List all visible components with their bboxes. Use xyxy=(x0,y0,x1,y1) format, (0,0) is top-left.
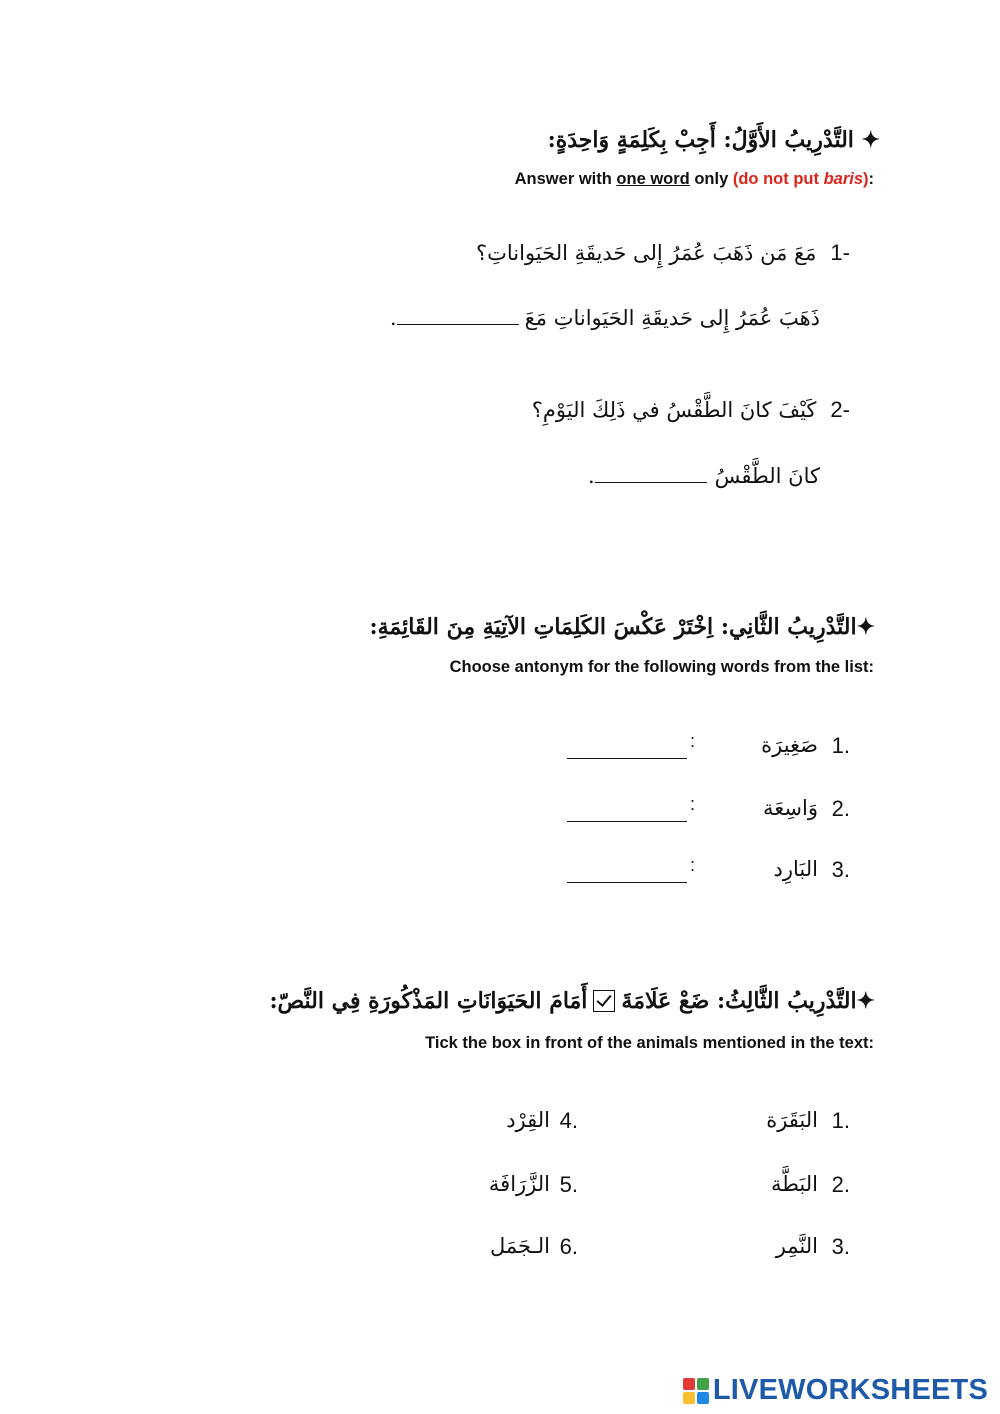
ex1-a2 xyxy=(588,464,820,488)
ex3-item-word: النَّمِر xyxy=(775,1234,818,1258)
ex2-item-word: وَاسِعَة xyxy=(763,796,818,820)
ex2-item-word: صَغِيرَة xyxy=(761,733,818,757)
ex2-item-blank[interactable] xyxy=(567,881,687,883)
ex1-a1-text: ذَهَبَ عُمَرُ إِلى حَديقَةِ الحَيَواناتِ مَعَ xyxy=(524,306,820,330)
ex1-subtitle-part2: only xyxy=(689,170,733,188)
ex2-item-2 xyxy=(0,796,1000,832)
ex1-subtitle-red-end: ) xyxy=(863,170,869,188)
checkbox-checked-icon xyxy=(593,990,615,1012)
ex1-a2-period: . xyxy=(587,464,595,488)
ex3-item-number: 1. xyxy=(831,1108,850,1133)
ex3-item-word: البَطَّة xyxy=(770,1172,818,1196)
logo-square xyxy=(683,1392,695,1404)
ex1-a1-blank[interactable] xyxy=(397,323,519,325)
ex2-title: ✦التَّدْرِيبُ الثَّانِي: اِخْتَرْ عَكْسَ الكَلِمَاتِ الآتِيَةِ مِنَ القَائِمَةِ: xyxy=(369,614,875,640)
liveworksheets-logo-text: LIVEWORKSHEETS xyxy=(712,1374,988,1406)
ex3-item-word: البَقَرَة xyxy=(766,1108,818,1132)
ex1-q1-number: -1 xyxy=(830,240,850,265)
ex1-a2-text: كانَ الطَّقْسُ xyxy=(714,464,820,488)
ex3-subtitle: Tick the box in front of the animals mentioned in the text: xyxy=(425,1034,874,1052)
ex1-a1 xyxy=(390,306,820,330)
ex2-item-number: 2. xyxy=(831,796,850,821)
ex2-subtitle: Choose antonym for the following words from the list: xyxy=(449,658,874,676)
ex1-subtitle-part1: Answer with xyxy=(514,170,617,188)
ex1-q1-text: مَعَ مَن ذَهَبَ عُمَرُ إِلى حَديقَةِ الحَيَواناتِ؟ xyxy=(475,241,817,265)
ex2-item-colon: : xyxy=(690,855,696,875)
ex1-q2 xyxy=(532,397,850,423)
ex1-subtitle xyxy=(515,170,874,189)
ex2-item-1 xyxy=(0,733,1000,769)
ex3-title-part2: أَمَامَ الحَيَوَانَاتِ المَذْكُورَةِ فِي النَّصّ: xyxy=(269,988,588,1014)
liveworksheets-logo-icon xyxy=(683,1378,709,1404)
ex1-a2-blank[interactable] xyxy=(595,481,707,483)
liveworksheets-logo[interactable] xyxy=(683,1374,988,1407)
ex1-subtitle-underlined: one word xyxy=(616,170,690,188)
ex2-item-number: 3. xyxy=(831,857,850,882)
ex3-title-part1: ✦التَّدْرِيبُ الثَّالِثُ: ضَعْ عَلَامَةَ xyxy=(621,988,875,1014)
ex3-item-number: 6. xyxy=(559,1234,578,1259)
ex2-item-word: البَارِد xyxy=(773,857,818,881)
ex3-item-6[interactable] xyxy=(0,1234,1000,1270)
ex2-item-colon: : xyxy=(690,794,696,814)
ex3-item-number: 5. xyxy=(559,1172,578,1197)
ex3-item-number: 2. xyxy=(831,1172,850,1197)
ex3-item-word: الـجَمَل xyxy=(490,1234,550,1258)
ex3-item-4[interactable] xyxy=(0,1108,1000,1144)
ex2-item-blank[interactable] xyxy=(567,820,687,822)
ex2-item-3 xyxy=(0,857,1000,893)
ex1-title: ✦ التَّدْرِيبُ الأَوَّلُ: أَجِبْ بِكَلِمَةٍ وَاحِدَةٍ: xyxy=(547,127,880,153)
logo-square xyxy=(697,1392,709,1404)
ex1-subtitle-red-italic: baris xyxy=(823,170,863,188)
ex1-subtitle-red: (do not put xyxy=(732,170,824,188)
ex1-q2-text: كَيْفَ كانَ الطَّقْسُ في ذَلِكَ اليَوْمِ؟ xyxy=(531,398,817,422)
ex2-item-blank[interactable] xyxy=(567,757,687,759)
ex2-item-colon: : xyxy=(690,731,696,751)
ex3-item-word: القِرْد xyxy=(506,1108,550,1132)
ex3-item-5[interactable] xyxy=(0,1172,1000,1208)
ex3-item-number: 4. xyxy=(559,1108,578,1133)
ex1-q2-number: -2 xyxy=(830,397,850,422)
ex2-item-number: 1. xyxy=(831,733,850,758)
ex3-item-number: 3. xyxy=(831,1234,850,1259)
ex1-subtitle-colon: : xyxy=(868,170,874,188)
ex3-title xyxy=(269,988,875,1014)
logo-square xyxy=(683,1378,695,1390)
ex1-q1 xyxy=(476,240,850,266)
logo-square xyxy=(697,1378,709,1390)
ex3-item-word: الزَّرَافَة xyxy=(488,1172,550,1196)
ex1-a1-period: . xyxy=(389,306,397,330)
